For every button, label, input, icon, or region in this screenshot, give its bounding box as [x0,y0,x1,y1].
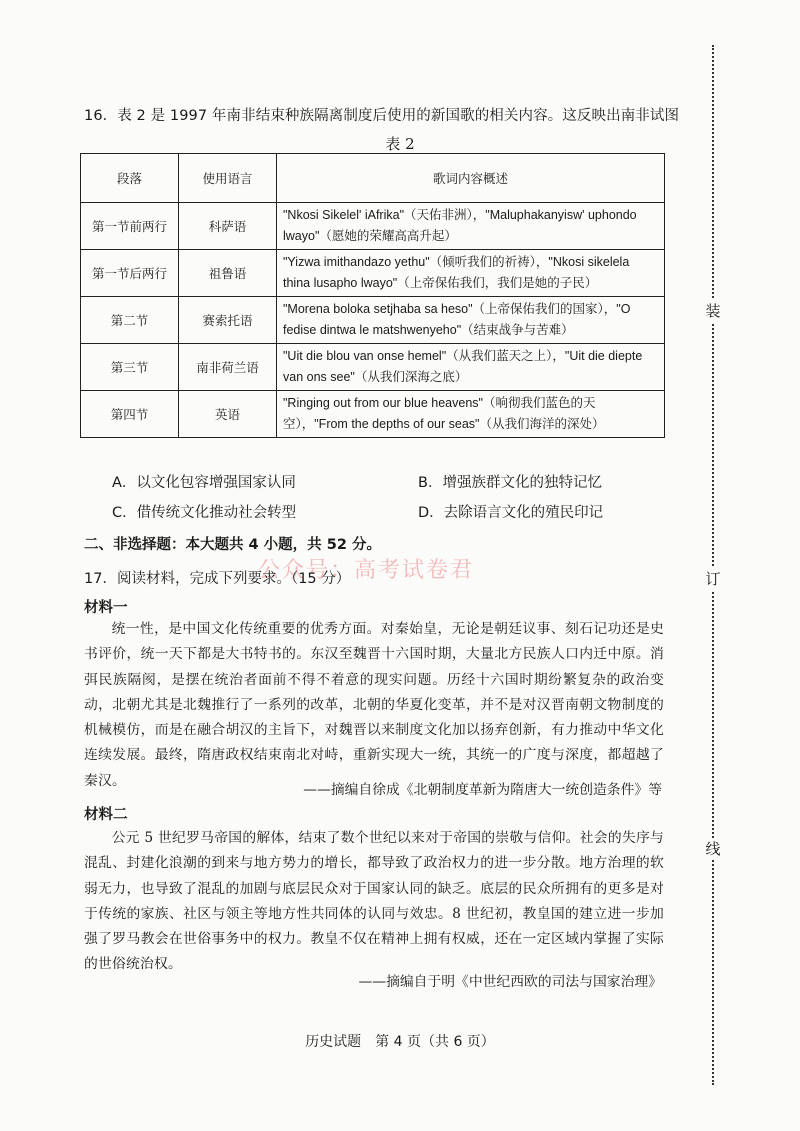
section-2-heading: 二、非选择题：本大题共 4 小题，共 52 分。 [84,537,381,553]
table-row [81,250,665,297]
row-section: 第四节 [81,391,179,438]
table-row [81,297,665,344]
header-section: 段落 [81,154,179,203]
option-b: B．增强族群文化的独特记忆 [418,475,602,491]
table-row [81,203,665,250]
header-lyrics: 歌词内容概述 [277,154,665,203]
question-17-stem: 17．阅读材料，完成下列要求。（15 分） [84,571,351,587]
binding-mark-ding: 订 [700,568,726,590]
material-1-source: ——摘编自徐成《北朝制度革新为隋唐大一统创造条件》等 [303,782,662,798]
material-2-source: ——摘编自于明《中世纪西欧的司法与国家治理》 [358,974,662,990]
question-16-stem: 16．表 2 是 1997 年南非结束种族隔离制度后使用的新国歌的相关内容。这反映出南非试图 [84,108,680,124]
row-language: 南非荷兰语 [179,344,277,391]
row-section: 第三节 [81,344,179,391]
table-caption: 表 2 [385,135,415,153]
table-row [81,391,665,438]
row-section: 第二节 [81,297,179,344]
option-a: A．以文化包容增强国家认同 [112,475,296,491]
material-1-text: 统一性，是中国文化传统重要的优秀方面。对秦始皇，无论是朝廷议事、刻石记功还是史书评价，统一天下都是大书特书的。东汉至魏晋十六国时期，大量北方民族人口内迁中原。消弭民族隔阂，是摆在统治者面前不得不着意的现实问题。历经十六国时期纷繁复杂的政治变动，北朝尤其是北魏推行了一系列的改革，北朝的华夏化变革，并不是对汉晋南朝文物制度的机械模仿，而是在融合胡汉的主旨下，对魏晋以来制度文化加以扬弃创新，有力推动中华文化连续发展。最终，隋唐政权结束南北对峙，重新实现大一统，其统一的广度与深度，都超越了秦汉。 [84,621,664,789]
table-header-row [81,154,665,203]
row-lyrics: "Yizwa imithandazo yethu"（倾听我们的祈祷），"Nkosi sikelela thina lusapho lwayo"（上帝保佑我们，我们是她的子民） [277,250,665,297]
material-1-title: 材料一 [84,600,128,616]
header-language: 使用语言 [179,154,277,203]
binding-mark-xian: 线 [700,838,726,860]
table-row [81,344,665,391]
row-lyrics: "Morena boloka setjhaba sa heso"（上帝保佑我们的国家），"O fedise dintwa le matshwenyeho"（结束战争与苦难） [277,297,665,344]
binding-mark-zhuang: 装 [700,300,726,322]
page-footer: 历史试题 第 4 页（共 6 页） [305,1034,495,1050]
row-lyrics: "Uit die blou van onse hemel"（从我们蓝天之上），"Uit die diepte van ons see"（从我们深海之底） [277,344,665,391]
row-lyrics: "Ringing out from our blue heavens"（响彻我们蓝色的天空），"From the depths of our seas"（从我们海洋的深处） [277,391,665,438]
material-2-title: 材料二 [84,807,128,823]
row-language: 赛索托语 [179,297,277,344]
row-lyrics: "Nkosi Sikelel' iAfrika"（天佑非洲），"Maluphakanyisw' uphondo lwayo"（愿她的荣耀高高升起） [277,203,665,250]
row-section: 第一节后两行 [81,250,179,297]
row-language: 科萨语 [179,203,277,250]
row-language: 英语 [179,391,277,438]
material-2-text: 公元 5 世纪罗马帝国的解体，结束了数个世纪以来对于帝国的崇敬与信仰。社会的失序与混乱、封建化浪潮的到来与地方势力的增长，都导致了政治权力的进一步分散。地方治理的软弱无力，也导致了混乱的加剧与底层民众对于国家认同的缺乏。底层的民众所拥有的更多是对于传统的家族、社区与领主等地方性共同体的认同与效忠。8 世纪初，教皇国的建立进一步加强了罗马教会在世俗事务中的权力。教皇不仅在精神上拥有权威，还在一定区域内掌握了实际的世俗统治权。 [84,830,664,973]
option-c: C．借传统文化推动社会转型 [112,505,297,521]
binding-dotted-line [712,45,714,1085]
row-section: 第一节前两行 [81,203,179,250]
row-language: 祖鲁语 [179,250,277,297]
anthem-table [80,153,665,438]
watermark: 公众号：高考试卷君 [258,558,475,583]
option-d: D．去除语言文化的殖民印记 [418,505,604,521]
